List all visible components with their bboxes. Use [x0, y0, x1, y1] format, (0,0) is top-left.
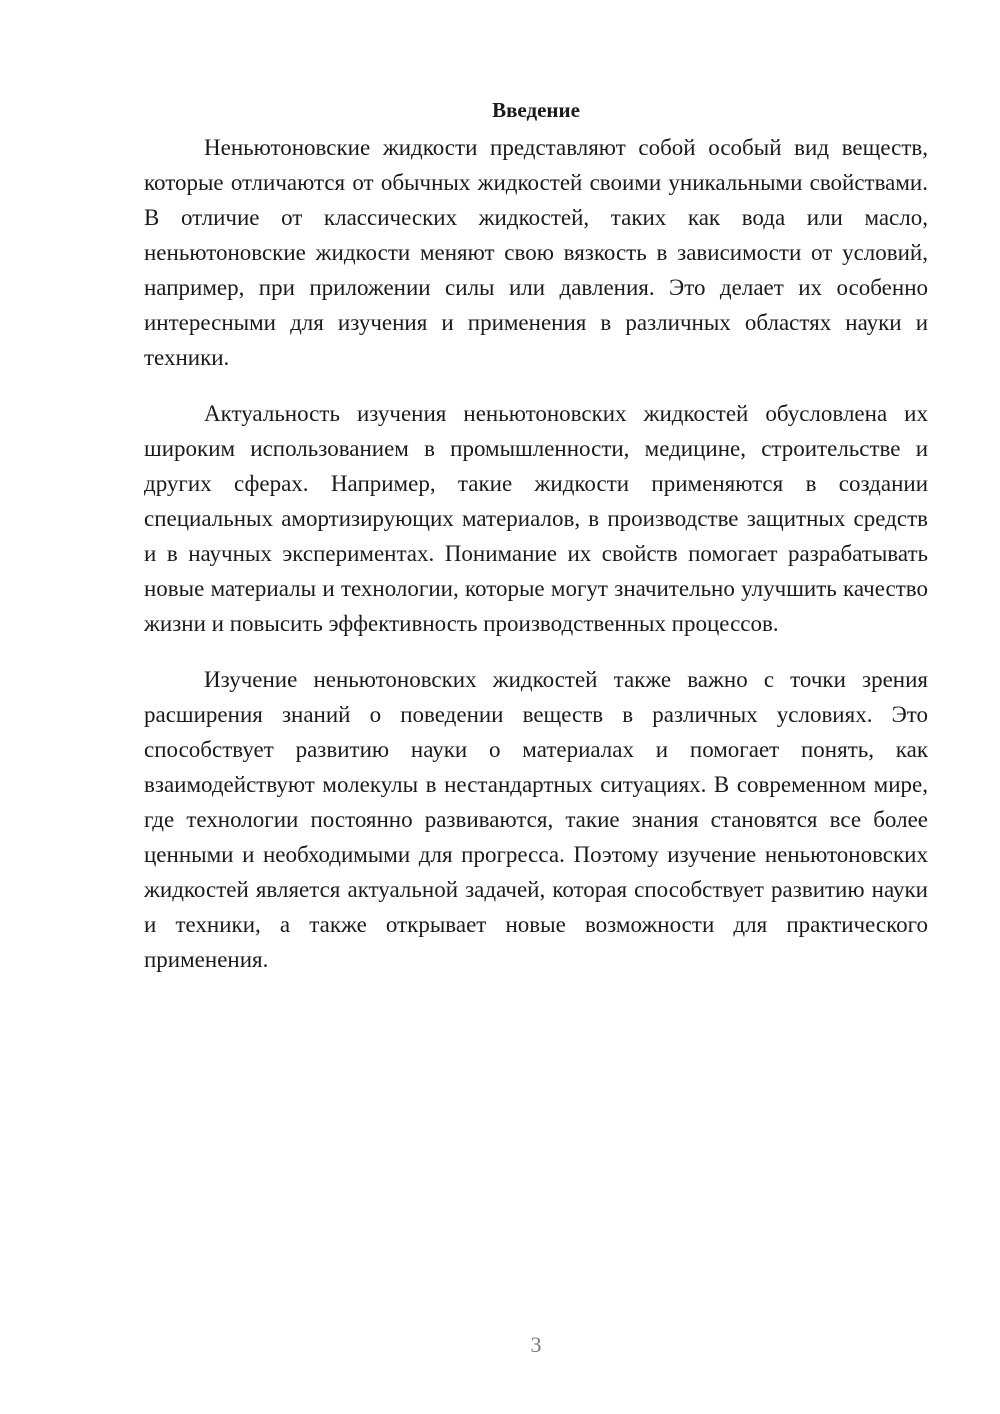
paragraph-1: Неньютоновские жидкости представляют собой особый вид веществ, которые отличаются от обычных жидкостей своими уникальными свойствами. В отличие от классических жидкостей, таких как вода или масло, неньютоновские жидкости меняют свою вязкость в зависимости от условий, например, при приложении силы или давления. Это делает их особенно интересными для изучения и применения в различных областях науки и техники.	[144, 135, 928, 370]
section-heading: Введение	[492, 98, 580, 122]
page-number: 3	[530, 1332, 542, 1357]
paragraph-3: Изучение неньютоновских жидкостей также важно с точки зрения расширения знаний о поведении веществ в различных условиях. Это способствует развитию науки о материалах и помогает понять, как взаимодействуют молекулы в нестандартных ситуациях. В современном мире, где технологии постоянно развиваются, такие знания становятся все более ценными и необходимыми для прогресса. Поэтому изучение неньютоновских жидкостей является актуальной задачей, которая способствует развитию науки и техники, а также открывает новые возможности для практического применения.	[144, 667, 928, 972]
paragraph-2: Актуальность изучения неньютоновских жидкостей обусловлена их широким использованием в промышленности, медицине, строительстве и других сферах. Например, такие жидкости применяются в создании специальных амортизирующих материалов, в производстве защитных средств и в научных экспериментах. Понимание их свойств помогает разрабатывать новые материалы и технологии, которые могут значительно улучшить качество жизни и повысить эффективность производственных процессов.	[144, 401, 928, 636]
page-content	[144, 92, 928, 998]
